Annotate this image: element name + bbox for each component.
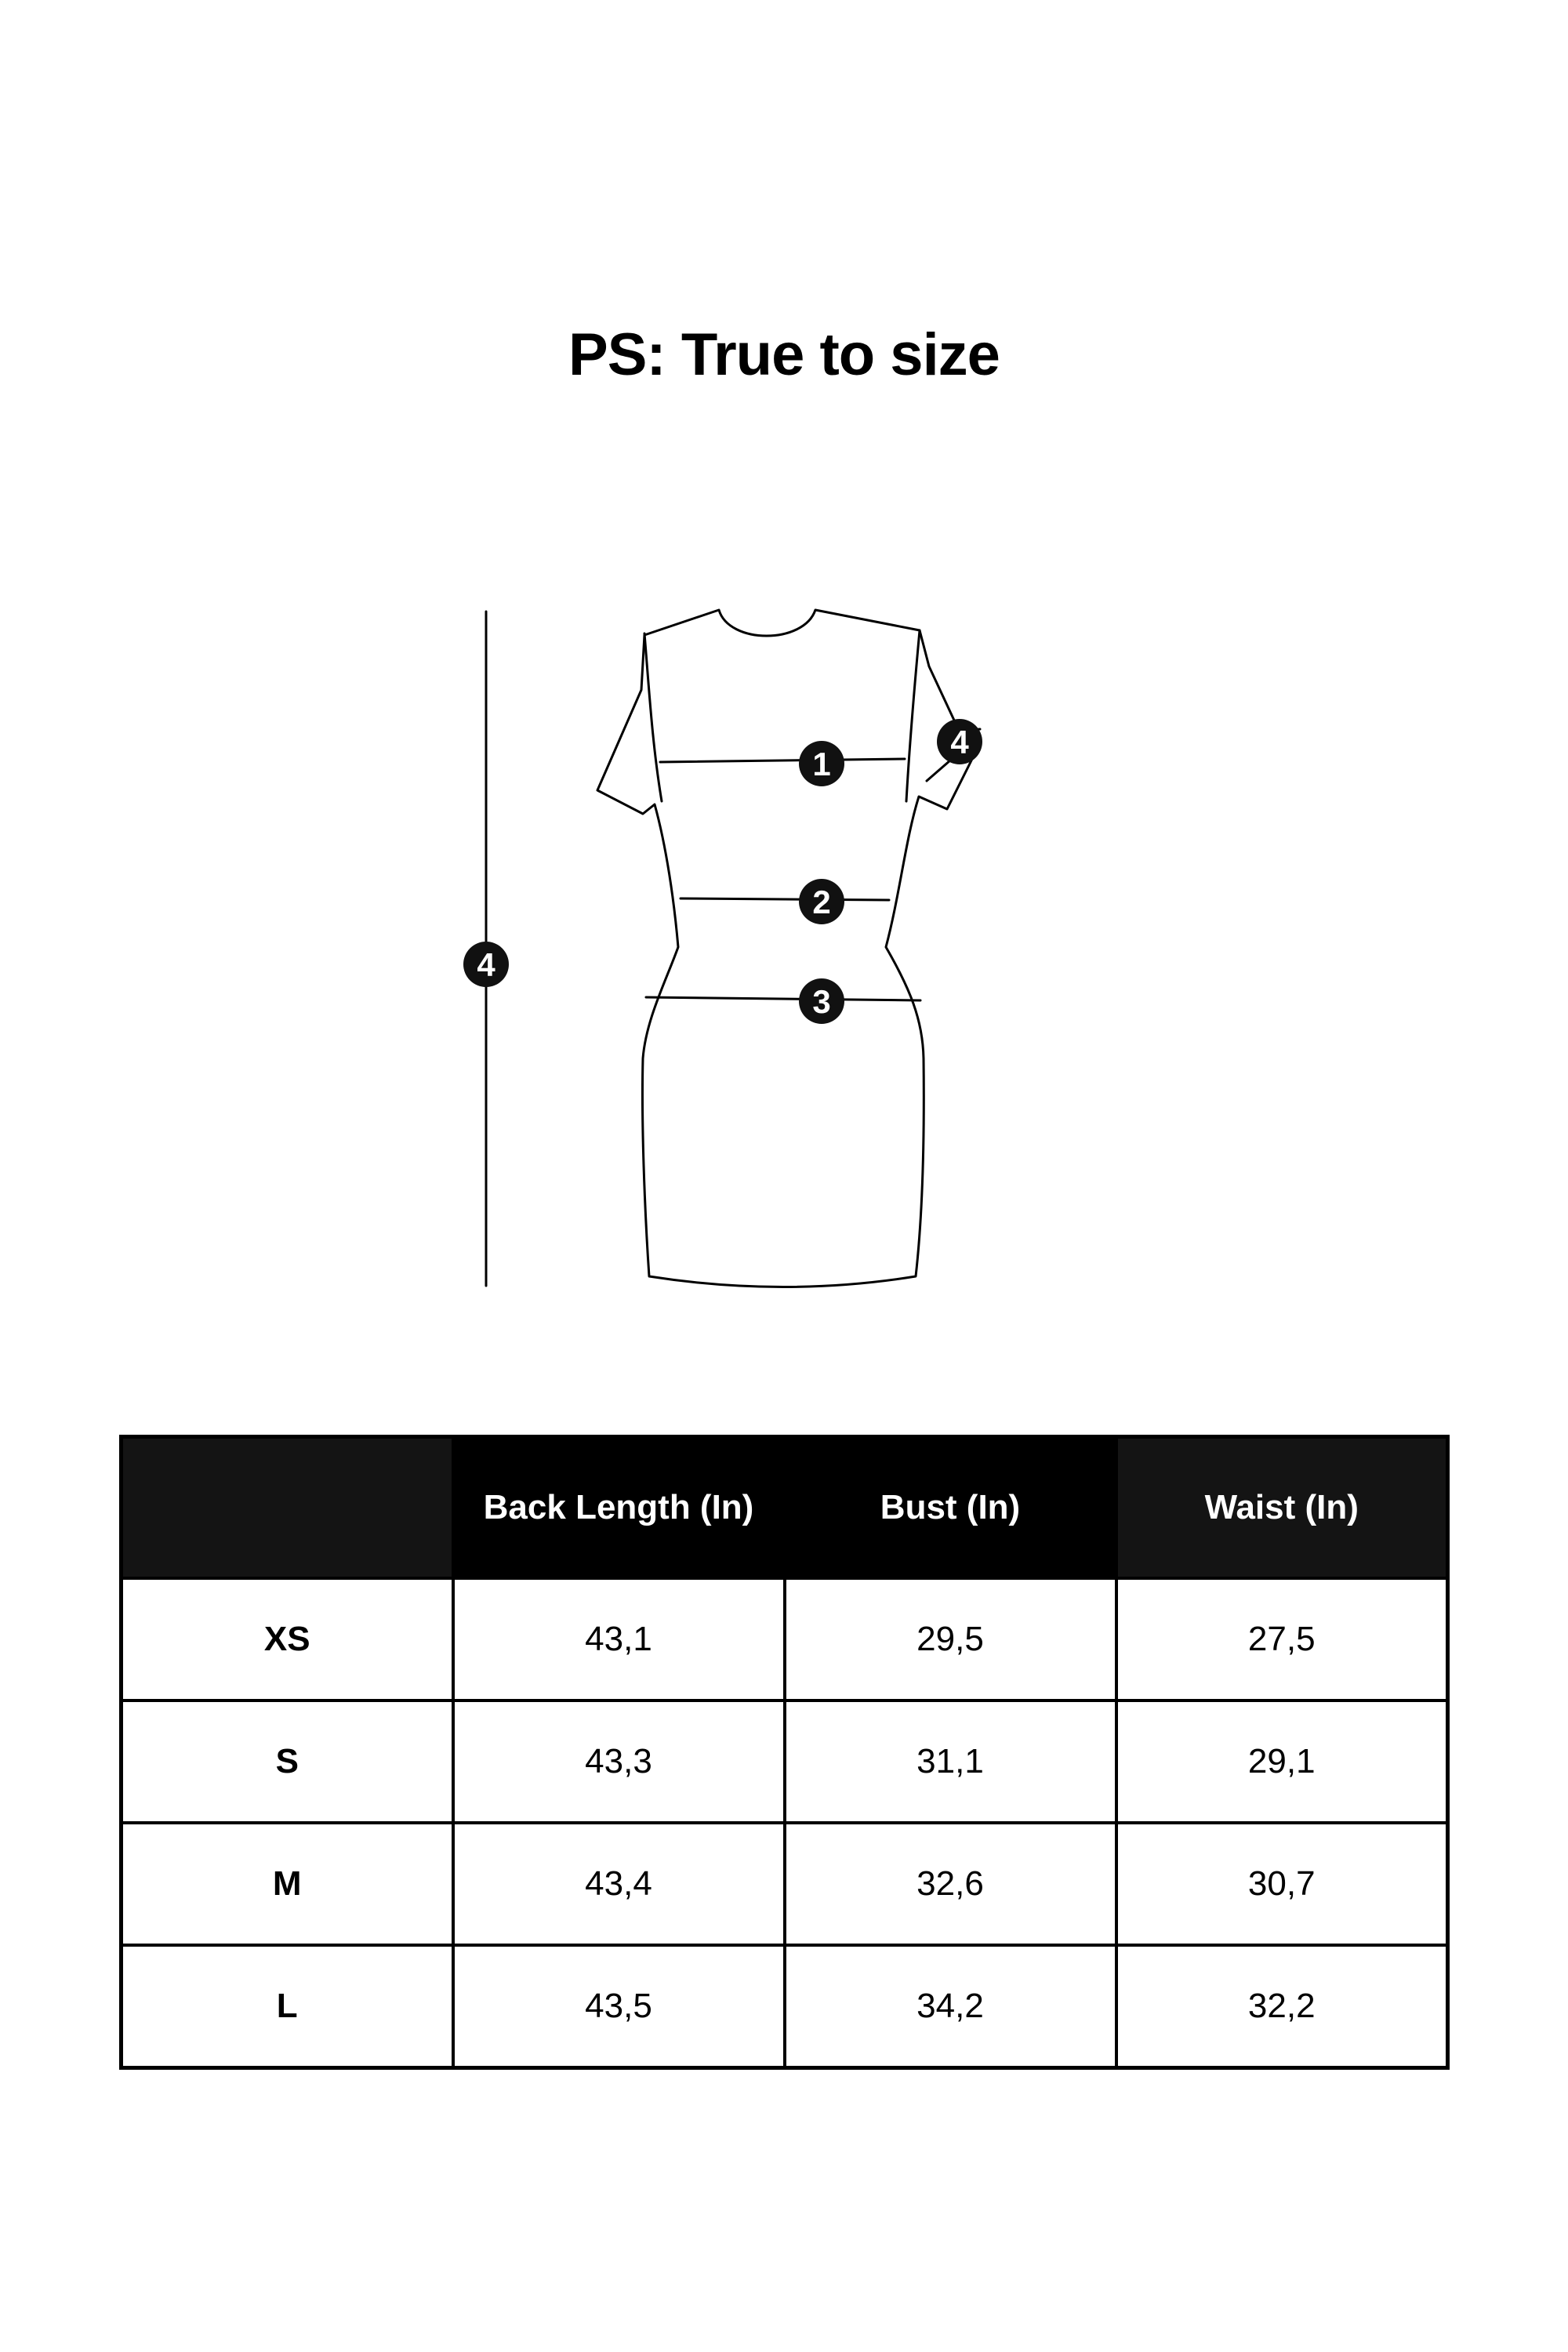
table-header-row <box>122 1437 1448 1579</box>
marker-2 <box>799 879 844 924</box>
dress-outline <box>597 610 972 1287</box>
header-back-length: Back Length (In) <box>453 1437 785 1579</box>
bust-cell: 31,1 <box>785 1700 1116 1823</box>
table-row <box>122 1823 1448 1945</box>
svg-text:1: 1 <box>812 746 831 782</box>
svg-text:4: 4 <box>477 946 495 983</box>
left-sleeve-seam <box>644 633 662 801</box>
svg-text:2: 2 <box>812 884 831 920</box>
table-row <box>122 1578 1448 1700</box>
size-chart-table <box>119 1435 1450 2070</box>
bust-cell: 34,2 <box>785 1945 1116 2068</box>
dress-diagram-svg <box>439 580 1066 1301</box>
svg-text:3: 3 <box>812 983 831 1020</box>
page-title: PS: True to size <box>568 321 1000 388</box>
waist-cell: 29,1 <box>1116 1700 1448 1823</box>
bust-line <box>660 759 905 762</box>
back-length-cell: 43,3 <box>453 1700 785 1823</box>
bust-cell: 29,5 <box>785 1578 1116 1700</box>
back-length-cell: 43,5 <box>453 1945 785 2068</box>
back-length-cell: 43,1 <box>453 1578 785 1700</box>
waist-cell: 30,7 <box>1116 1823 1448 1945</box>
bust-cell: 32,6 <box>785 1823 1116 1945</box>
marker-4-sleeve <box>937 719 982 764</box>
waist-cell: 32,2 <box>1116 1945 1448 2068</box>
hip-line <box>646 997 920 1000</box>
svg-text:4: 4 <box>950 724 969 760</box>
marker-3 <box>799 978 844 1024</box>
size-cell: M <box>122 1823 453 1945</box>
waist-line <box>681 898 889 900</box>
table-row <box>122 1945 1448 2068</box>
size-cell: L <box>122 1945 453 2068</box>
right-sleeve-seam <box>906 630 920 801</box>
marker-4-length <box>463 942 509 987</box>
table-row <box>122 1700 1448 1823</box>
header-bust: Bust (In) <box>785 1437 1116 1579</box>
dress-measurement-diagram <box>439 580 1066 1301</box>
size-cell: XS <box>122 1578 453 1700</box>
waist-cell: 27,5 <box>1116 1578 1448 1700</box>
size-cell: S <box>122 1700 453 1823</box>
marker-1 <box>799 741 844 786</box>
header-size <box>122 1437 453 1579</box>
back-length-cell: 43,4 <box>453 1823 785 1945</box>
header-waist: Waist (In) <box>1116 1437 1448 1579</box>
